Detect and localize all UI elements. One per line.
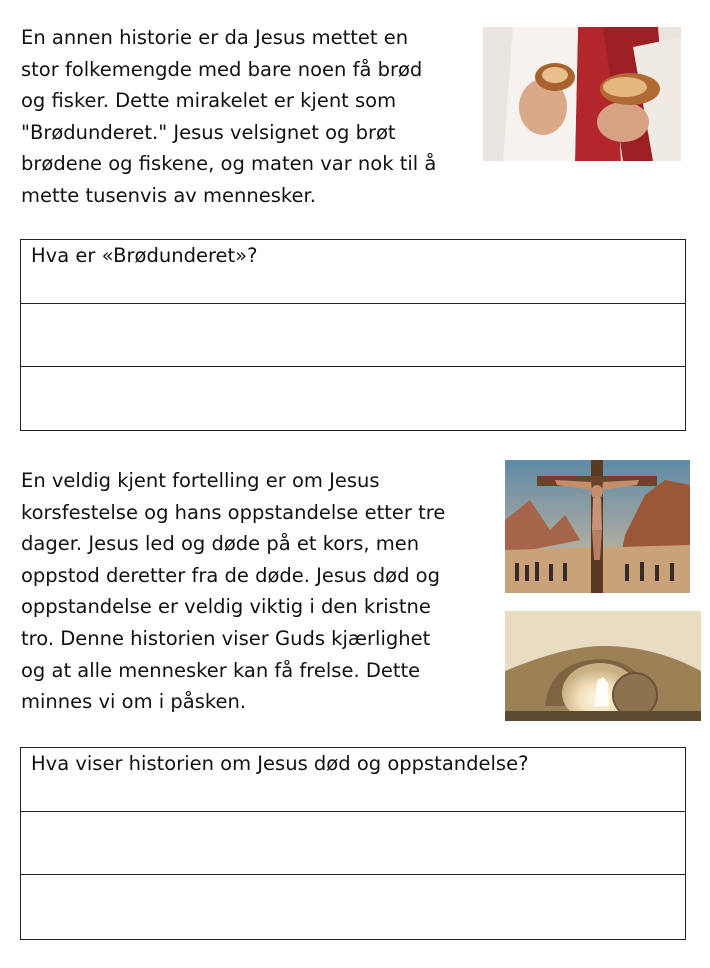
answer-line[interactable] — [21, 367, 685, 431]
answer-line[interactable] — [21, 304, 685, 368]
paragraph-line: tro. Denne historien viser Guds kjærlighet — [21, 626, 431, 650]
paragraph-line: og fisker. Dette mirakelet er kjent som — [21, 89, 397, 113]
question-box-resurrection — [20, 747, 686, 940]
paragraph-line: En veldig kjent fortelling er om Jesus — [21, 469, 380, 492]
paragraph-line: oppstod deretter fra de døde. Jesus død og — [21, 563, 440, 587]
paragraph-line: oppstandelse er veldig viktig i den kristne — [21, 595, 431, 619]
paragraph-line: brødene og fiskene, og maten var nok til å — [21, 152, 437, 176]
paragraph-line: mette tusenvis av mennesker. — [21, 183, 316, 207]
question-text: Hva viser historien om Jesus død og oppstandelse? — [31, 752, 529, 775]
paragraph-line: stor folkemengde med bare noen få brød — [21, 57, 423, 81]
paragraph-line: korsfestelse og hans oppstandelse etter tre — [21, 500, 446, 524]
paragraph-line: "Brødunderet." Jesus velsignet og brøt — [21, 120, 396, 144]
question-box-bread-miracle — [20, 239, 686, 431]
paragraph-line: dager. Jesus led og døde på et kors, men — [21, 532, 420, 556]
paragraph-line: En annen historie er da Jesus mettet en — [21, 26, 409, 49]
empty-tomb-image — [505, 611, 701, 721]
crucifixion-image — [505, 460, 690, 593]
jesus-bread-image — [483, 27, 681, 161]
question-text: Hva er «Brødunderet»? — [31, 244, 258, 267]
paragraph-line: og at alle mennesker kan få frelse. Dette — [21, 658, 421, 682]
bread-miracle-paragraph — [21, 22, 436, 212]
answer-line[interactable] — [21, 875, 685, 939]
question-row — [21, 748, 685, 812]
answer-line[interactable] — [21, 812, 685, 876]
crucifixion-paragraph — [21, 465, 445, 718]
question-row — [21, 240, 685, 304]
paragraph-line: minnes vi om i påsken. — [21, 690, 247, 714]
